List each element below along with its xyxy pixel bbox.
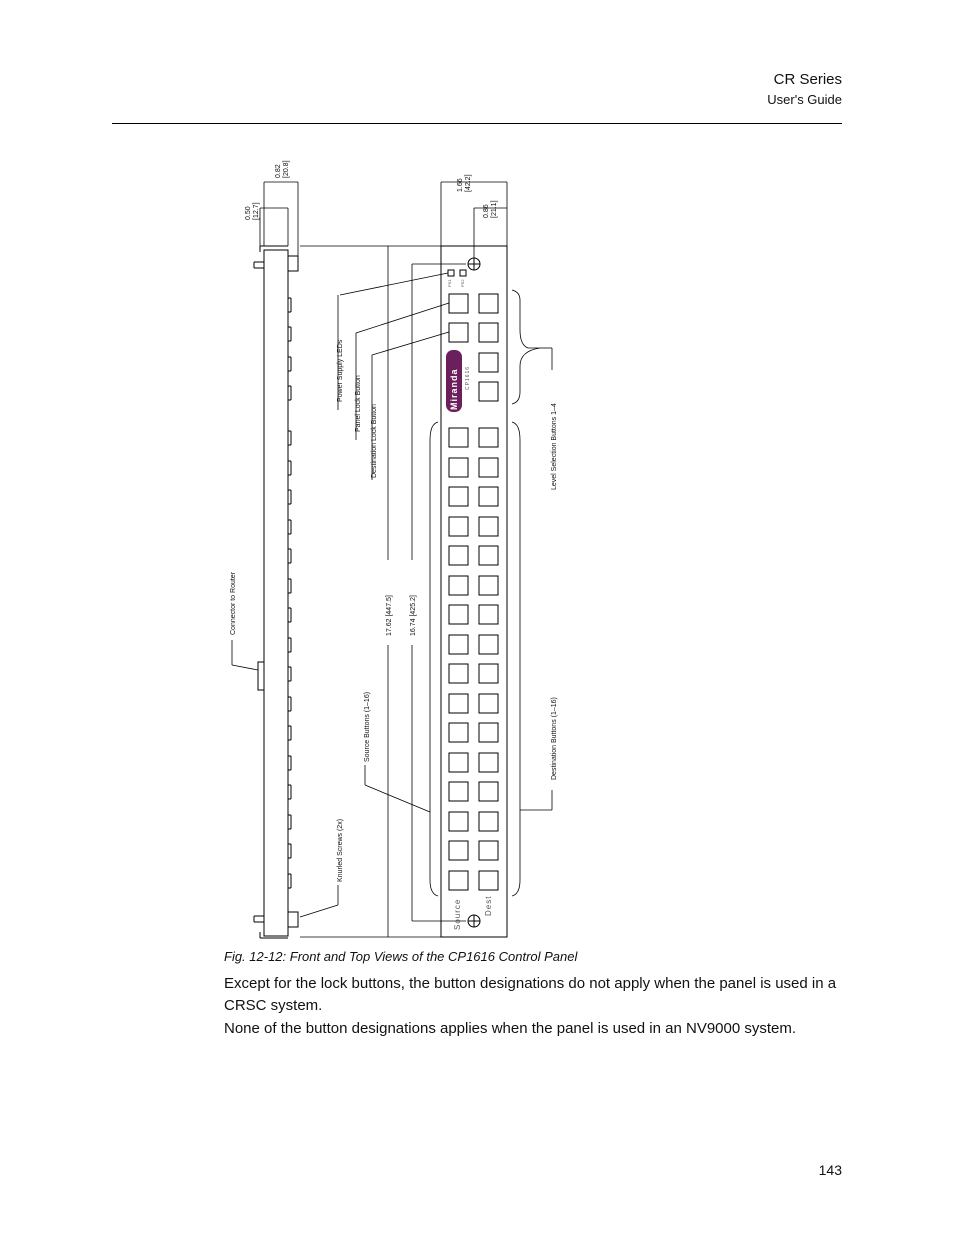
dest-label: Dest <box>484 895 493 916</box>
label-connector-to-router: Connector to Router <box>230 571 237 635</box>
svg-text:Miranda: Miranda <box>449 368 459 410</box>
dim-0-50: 0.50 <box>245 206 252 220</box>
page-number: 143 <box>818 1162 842 1178</box>
button-profile-ticks <box>288 298 291 888</box>
dim-0-86: 0.86 <box>483 204 490 218</box>
dim-0-86-mm: [21.1] <box>491 200 498 218</box>
model-label: CP1616 <box>465 365 471 390</box>
label-power-supply-leds: Power Supply LEDs <box>337 339 344 402</box>
front-view <box>441 182 507 937</box>
body-paragraph-1: Except for the lock buttons, the button designations do not apply when the panel is used in a CRSC system. <box>224 975 837 1014</box>
label-destination-buttons: Destination Buttons (1–16) <box>551 697 558 780</box>
body-paragraph-2: None of the button designations applies when the panel is used in an NV9000 system. <box>224 1020 797 1037</box>
ps1-label: PS1 <box>447 279 452 287</box>
label-knurled-screws: Knurled Screws (2x) <box>337 818 344 882</box>
dim-1-66-mm: [42.2] <box>465 174 472 192</box>
level-bracket <box>512 290 540 404</box>
figure-caption: Fig. 12-12: Front and Top Views of the CP1616 Control Panel <box>224 949 578 964</box>
dim-0-50-mm: [12.7] <box>253 202 260 220</box>
dim-1-66: 1.66 <box>457 178 464 192</box>
side-view <box>254 182 298 938</box>
destination-bracket <box>512 422 520 896</box>
label-source-buttons: Source Buttons (1–16) <box>364 691 371 762</box>
header-guide: User's Guide <box>767 92 842 107</box>
dim-overall-height: 17.62 [447.5] <box>386 595 393 636</box>
label-panel-lock-button: Panel Lock Button <box>355 375 362 432</box>
source-label: Source <box>453 898 462 930</box>
ps2-label: PS2 <box>460 279 465 287</box>
label-destination-lock-button: Destination Lock Button <box>371 404 378 478</box>
dim-0-82-mm: [20.8] <box>283 160 290 178</box>
dim-0-82: 0.82 <box>275 164 282 178</box>
knurled-screw-top <box>288 256 298 271</box>
header-series: CR Series <box>773 71 842 88</box>
knurled-screw-bottom <box>288 912 298 927</box>
dim-hole-spacing: 16.74 [425.2] <box>410 595 417 636</box>
router-connector <box>258 662 264 690</box>
miranda-logo <box>446 350 462 412</box>
label-level-selection-buttons: Level Selection Buttons 1–4 <box>551 403 558 490</box>
